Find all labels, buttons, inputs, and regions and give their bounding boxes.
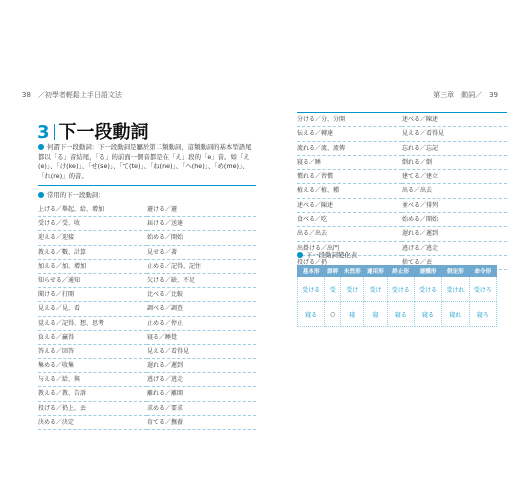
verb-row: 集める／收集 bbox=[38, 359, 147, 373]
bullet-icon bbox=[38, 192, 44, 198]
conjugation-cell: 受ける bbox=[298, 277, 325, 302]
conjugation-header-row bbox=[298, 266, 497, 277]
verb-row: 知らせる／通知 bbox=[38, 274, 147, 288]
verb-row: 受ける／受、收 bbox=[38, 217, 147, 231]
verb-row: 欠ける／缺、不足 bbox=[147, 274, 256, 288]
running-header-left: 38 ／初學者輕鬆上手日語文法 bbox=[22, 91, 122, 99]
verb-row: 伝える／轉達 bbox=[297, 127, 402, 141]
conjugation-header-cell: 假定形 bbox=[442, 266, 469, 277]
conjugation-cell: ○ bbox=[325, 302, 341, 327]
verb-row: 逃げる／逃走 bbox=[147, 373, 256, 387]
verb-row: 述べる／陳述 bbox=[297, 199, 402, 213]
verb-row: 見せる／著 bbox=[147, 246, 256, 260]
common-verbs-box bbox=[38, 185, 256, 424]
verb-column-left-1 bbox=[38, 203, 147, 430]
conjugation-cell: 受けろ bbox=[469, 277, 496, 302]
bullet-icon bbox=[38, 144, 44, 150]
verb-row: 教える／教、告訴 bbox=[38, 387, 147, 401]
running-header-right: 第三章 動詞／ 39 bbox=[433, 91, 498, 99]
conjugation-cell: 寝る bbox=[414, 302, 441, 327]
verb-row: 迎える／迎接 bbox=[38, 231, 147, 245]
verb-column-right-2 bbox=[402, 113, 507, 270]
verb-row: 届ける／送達 bbox=[147, 217, 256, 231]
verb-row: 遅れる／遲到 bbox=[402, 227, 507, 241]
conjugation-row bbox=[298, 302, 497, 327]
conjugation-header-cell: 終止形 bbox=[387, 266, 414, 277]
verb-row: 止める／記得、記住 bbox=[147, 260, 256, 274]
verb-row: 調べる／調查 bbox=[147, 302, 256, 316]
title-divider bbox=[54, 124, 55, 140]
verb-row: 避ける／避 bbox=[147, 203, 256, 217]
verb-row: 聞ける／打開 bbox=[38, 288, 147, 302]
verb-row: 忘れる／忘記 bbox=[402, 142, 507, 156]
bullet-icon bbox=[297, 252, 303, 258]
verb-row: 教える／數、計算 bbox=[38, 246, 147, 260]
verb-row: 求める／要求 bbox=[147, 402, 256, 416]
verb-row: 始める／開始 bbox=[402, 213, 507, 227]
conjugation-title-text: 下一段動詞變化表 bbox=[306, 251, 358, 259]
verb-row: 止める／停止 bbox=[147, 317, 256, 331]
conjugation-cell: 寝 bbox=[341, 302, 364, 327]
conjugation-cell: 受けれ bbox=[442, 277, 469, 302]
conjugation-header-cell: 命令形 bbox=[469, 266, 496, 277]
verb-row: 分ける／分、分開 bbox=[297, 113, 402, 127]
conjugation-header-cell: 語幹 bbox=[325, 266, 341, 277]
conjugation-header-cell: 未然形 bbox=[341, 266, 364, 277]
verb-row: 決める／決定 bbox=[38, 416, 147, 430]
conjugation-header-cell: 基本形 bbox=[298, 266, 325, 277]
verb-column-right-1 bbox=[297, 113, 402, 270]
verb-row: 上げる／舉起、給、增加 bbox=[38, 203, 147, 217]
verb-row: 寝る／睡 bbox=[297, 156, 402, 170]
section-title bbox=[37, 118, 149, 144]
verb-row: 見える／見、看 bbox=[38, 302, 147, 316]
conjugation-header-cell: 連體形 bbox=[414, 266, 441, 277]
verb-row: 出掛ける／出門 bbox=[297, 242, 402, 256]
verb-row: 遅れる／遲到 bbox=[147, 359, 256, 373]
conjugation-body bbox=[298, 277, 497, 327]
common-verbs-title bbox=[38, 190, 256, 199]
conjugation-cell: 寝る bbox=[298, 302, 325, 327]
verb-row: 捨てる／丟 bbox=[402, 256, 507, 270]
verb-row: 見える／看得見 bbox=[402, 127, 507, 141]
common-verbs-label: 常用的下一段動詞： bbox=[47, 191, 105, 199]
section-title-text: 下一段動詞 bbox=[58, 122, 149, 143]
conjugation-header-cell: 連用形 bbox=[364, 266, 387, 277]
conjugation-table bbox=[297, 265, 497, 327]
verb-row: 慣れる／習慣 bbox=[297, 170, 402, 184]
conjugation-row bbox=[298, 277, 497, 302]
conjugation-cell: 寝ろ bbox=[469, 302, 496, 327]
verb-row: 逃げる／逃走 bbox=[402, 242, 507, 256]
verb-row: 倒れる／倒 bbox=[402, 156, 507, 170]
verb-row: 負える／贏得 bbox=[38, 331, 147, 345]
verb-row: 始める／開始 bbox=[147, 231, 256, 245]
definition-paragraph bbox=[38, 143, 253, 181]
conjugation-cell: 受け bbox=[341, 277, 364, 302]
verb-row: 出る／出去 bbox=[402, 184, 507, 198]
conjugation-cell: 受ける bbox=[387, 277, 414, 302]
verb-row: 加える／加、增加 bbox=[38, 260, 147, 274]
conjugation-cell: 寝 bbox=[364, 302, 387, 327]
verb-row: 出る／出去 bbox=[297, 227, 402, 241]
verb-row: 流れる／流、流傳 bbox=[297, 142, 402, 156]
verb-row: 寝る／睡覺 bbox=[147, 331, 256, 345]
verb-row: 見える／看得見 bbox=[147, 345, 256, 359]
conjugation-cell: 寝る bbox=[387, 302, 414, 327]
verb-row: 述べる／陳述 bbox=[402, 113, 507, 127]
verb-row: 離れる／離開 bbox=[147, 387, 256, 401]
verb-row: 与える／給、與 bbox=[38, 373, 147, 387]
definition-text: 何謂下一段動詞：下一段動詞是屬於第二類動詞，這類動詞的基本型語尾都以「る」音結尾，「る」的前面一個音都是在「え」段的「e」音。如「え(e)」、「け(ke)」、「せ(se)」、「て(te)」、「ね(ne)」、「へ(he)」、「め(me)」、「れ(re)」的音。 bbox=[38, 143, 252, 180]
verb-row: 食べる／吃 bbox=[297, 213, 402, 227]
conjugation-cell: 受け bbox=[364, 277, 387, 302]
conjugation-cell: 受ける bbox=[414, 277, 441, 302]
conjugation-cell: 受 bbox=[325, 277, 341, 302]
verb-row: 比べる／比較 bbox=[147, 288, 256, 302]
verb-row: 育てる／撫養 bbox=[147, 416, 256, 430]
right-verb-list bbox=[297, 112, 507, 270]
verb-row: 投げる／扔 bbox=[297, 256, 402, 270]
verb-column-left-2 bbox=[147, 203, 256, 430]
verb-row: 覚える／記得、想、思考 bbox=[38, 317, 147, 331]
conjugation-cell: 寝れ bbox=[442, 302, 469, 327]
verb-row: 植える／植、種 bbox=[297, 184, 402, 198]
conjugation-title bbox=[297, 250, 357, 259]
verb-row: 並べる／排列 bbox=[402, 199, 507, 213]
section-number: 3 bbox=[37, 122, 50, 143]
verb-row: 投げる／扔上、丟 bbox=[38, 402, 147, 416]
verb-row: 建てる／建立 bbox=[402, 170, 507, 184]
verb-row: 答える／回答 bbox=[38, 345, 147, 359]
